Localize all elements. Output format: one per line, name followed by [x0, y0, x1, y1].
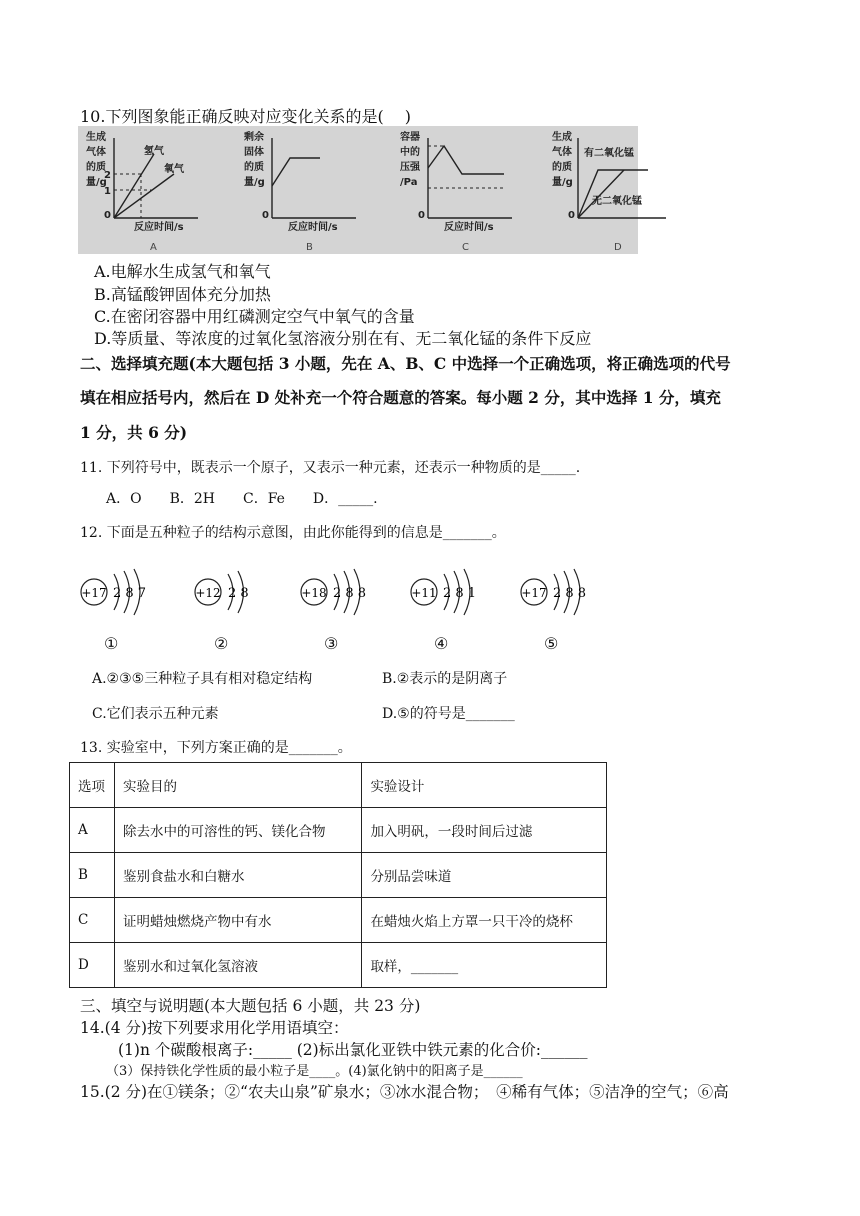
graph-a-line1-label: 氢气 — [144, 146, 164, 157]
graph-a-origin: 0 — [104, 210, 111, 221]
atom-3-electrons: 2 8 8 — [333, 586, 367, 601]
atom-1-electrons: 2 8 7 — [113, 586, 147, 601]
table-cell: B — [70, 853, 115, 898]
graph-a-ylabel-1: 生成 — [86, 132, 106, 143]
question-13-table — [69, 762, 607, 988]
question-12-option-d: D.⑤的符号是_______ — [382, 706, 515, 722]
question-10-option-b: B.高锰酸钾固体充分加热 — [94, 285, 271, 304]
question-14-stem: 14.(4 分)按下列要求用化学用语填空： — [80, 1019, 349, 1037]
graph-c — [394, 126, 534, 254]
table-cell: C — [70, 898, 115, 943]
atom-diagram-1 — [78, 568, 168, 618]
atom-5-electrons: 2 8 8 — [553, 586, 587, 601]
graph-c-letter: C — [462, 242, 469, 253]
table-row — [70, 898, 607, 943]
graph-b-ylabel-2: 固体 — [244, 147, 264, 158]
graph-d-ylabel-1: 生成 — [552, 132, 572, 143]
graph-c-xlabel: 反应时间/s — [444, 222, 494, 233]
graph-d-origin: 0 — [568, 210, 575, 221]
graph-a-xlabel: 反应时间/s — [134, 222, 184, 233]
table-header-cell: 实验设计 — [362, 763, 607, 808]
table-header-row — [70, 763, 607, 808]
atom-label-5: ⑤ — [544, 634, 559, 653]
graph-d-ylabel-4: 量/g — [552, 177, 573, 188]
graph-b-origin: 0 — [262, 210, 269, 221]
question-13-stem: 13. 实验室中，下列方案正确的是_______。 — [80, 740, 352, 756]
graph-d-line1-label: 有二氧化锰 — [584, 148, 634, 159]
graph-b-ylabel-4: 量/g — [244, 177, 265, 188]
atom-2-electrons: 2 8 — [228, 586, 249, 601]
atom-label-2: ② — [214, 634, 229, 653]
graph-a-letter: A — [150, 242, 157, 253]
graph-a-ylabel-4: 量/g — [86, 177, 107, 188]
graph-d-letter: D — [614, 242, 622, 253]
graph-c-ylabel-2: 中的 — [400, 147, 420, 158]
question-12-stem: 12. 下面是五种粒子的结构示意图，由此你能得到的信息是_______。 — [80, 525, 506, 541]
table-row — [70, 853, 607, 898]
question-12-option-b: B.②表示的是阴离子 — [382, 671, 508, 687]
graph-c-ylabel-4: /Pa — [400, 177, 418, 188]
graph-d-line2-label: 无二氧化锰 — [592, 196, 642, 207]
table-cell: 加入明矾，一段时间后过滤 — [362, 808, 607, 853]
table-cell: 鉴别食盐水和白糖水 — [114, 853, 361, 898]
graph-d-ylabel-2: 气体 — [552, 147, 572, 158]
table-header-cell: 选项 — [70, 763, 115, 808]
question-11-options: A．O B．2H C．Fe D．_____. — [106, 491, 378, 507]
table-cell: D — [70, 943, 115, 988]
table-row — [70, 943, 607, 988]
table-cell: 证明蜡烛燃烧产物中有水 — [114, 898, 361, 943]
atom-4-nucleus: +11 — [411, 586, 437, 600]
graph-b-ylabel-3: 的质 — [244, 162, 264, 173]
question-11-stem: 11. 下列符号中，既表示一个原子，又表示一种元素，还表示一种物质的是_____. — [80, 460, 581, 476]
table-cell: A — [70, 808, 115, 853]
table-cell: 分别品尝味道 — [362, 853, 607, 898]
section-2-heading-line-1: 二、选择填充题(本大题包括 3 小题，先在 A、B、C 中选择一个正确选项，将正确选项的代号 — [80, 354, 731, 373]
graph-d-ylabel-3: 的质 — [552, 162, 572, 173]
atom-diagram-5 — [518, 568, 608, 618]
graph-a-tick-2: 2 — [104, 170, 111, 181]
question-10-option-d: D.等质量、等浓度的过氧化氢溶液分别在有、无二氧化锰的条件下反应 — [94, 329, 592, 348]
graph-a-tick-1: 1 — [104, 186, 111, 197]
question-10-graphs — [78, 126, 642, 254]
graph-d — [548, 126, 688, 254]
question-10-option-c: C.在密闭容器中用红磷测定空气中氧气的含量 — [94, 307, 415, 326]
question-10-option-a: A.电解水生成氢气和氧气 — [94, 262, 271, 281]
graph-b — [238, 126, 378, 254]
graph-b-ylabel-1: 剩余 — [244, 132, 264, 143]
section-2-heading-line-3: 1 分，共 6 分) — [80, 423, 188, 442]
table-cell: 在蜡烛火焰上方罩一只干冷的烧杯 — [362, 898, 607, 943]
question-14-line-2: （3）保持铁化学性质的最小粒子是____。(4)氯化钠中的阳离子是______ — [106, 1064, 523, 1079]
section-2-heading-line-2: 填在相应括号内，然后在 D 处补充一个符合题意的答案。每小题 2 分，其中选择 1 分，填充 — [80, 388, 721, 407]
atom-label-4: ④ — [434, 634, 449, 653]
graph-b-xlabel: 反应时间/s — [288, 222, 338, 233]
question-15-stem: 15.(2 分)在①镁条；②“农夫山泉”矿泉水；③冰水混合物； ④稀有气体；⑤洁净的空气；⑥高 — [80, 1083, 729, 1101]
question-12-option-a: A.②③⑤三种粒子具有相对稳定结构 — [92, 671, 313, 687]
question-10-stem: 10.下列图象能正确反映对应变化关系的是( ) — [80, 107, 412, 126]
table-cell: 取样，_______ — [362, 943, 607, 988]
atom-diagram-4 — [408, 568, 498, 618]
question-12-option-c: C.它们表示五种元素 — [92, 706, 219, 722]
graph-c-ylabel-3: 压强 — [400, 162, 420, 173]
atom-4-electrons: 2 8 1 — [443, 586, 477, 601]
atom-5-nucleus: +17 — [521, 586, 547, 600]
question-14-line-1: (1)n 个碳酸根离子:_____ (2)标出氯化亚铁中铁元素的化合价:______ — [118, 1041, 588, 1059]
atom-1-nucleus: +17 — [81, 586, 107, 600]
atom-label-3: ③ — [324, 634, 339, 653]
atom-label-1: ① — [104, 634, 119, 653]
table-cell: 鉴别水和过氧化氢溶液 — [114, 943, 361, 988]
graph-b-letter: B — [306, 242, 313, 253]
graph-a-line2-label: 氧气 — [164, 164, 184, 175]
table-cell: 除去水中的可溶性的钙、镁化合物 — [114, 808, 361, 853]
graph-c-ylabel-1: 容器 — [400, 132, 420, 143]
graph-a-ylabel-2: 气体 — [86, 147, 106, 158]
graph-a — [78, 126, 218, 254]
atom-diagram-2 — [192, 568, 282, 618]
graph-a-ylabel-3: 的质 — [86, 162, 106, 173]
table-row — [70, 808, 607, 853]
section-3-heading: 三、填空与说明题(本大题包括 6 小题，共 23 分) — [80, 997, 421, 1015]
atom-2-nucleus: +12 — [195, 586, 221, 600]
atom-3-nucleus: +18 — [301, 586, 327, 600]
table-header-cell: 实验目的 — [114, 763, 361, 808]
graph-c-origin: 0 — [418, 210, 425, 221]
atom-diagram-3 — [298, 568, 388, 618]
